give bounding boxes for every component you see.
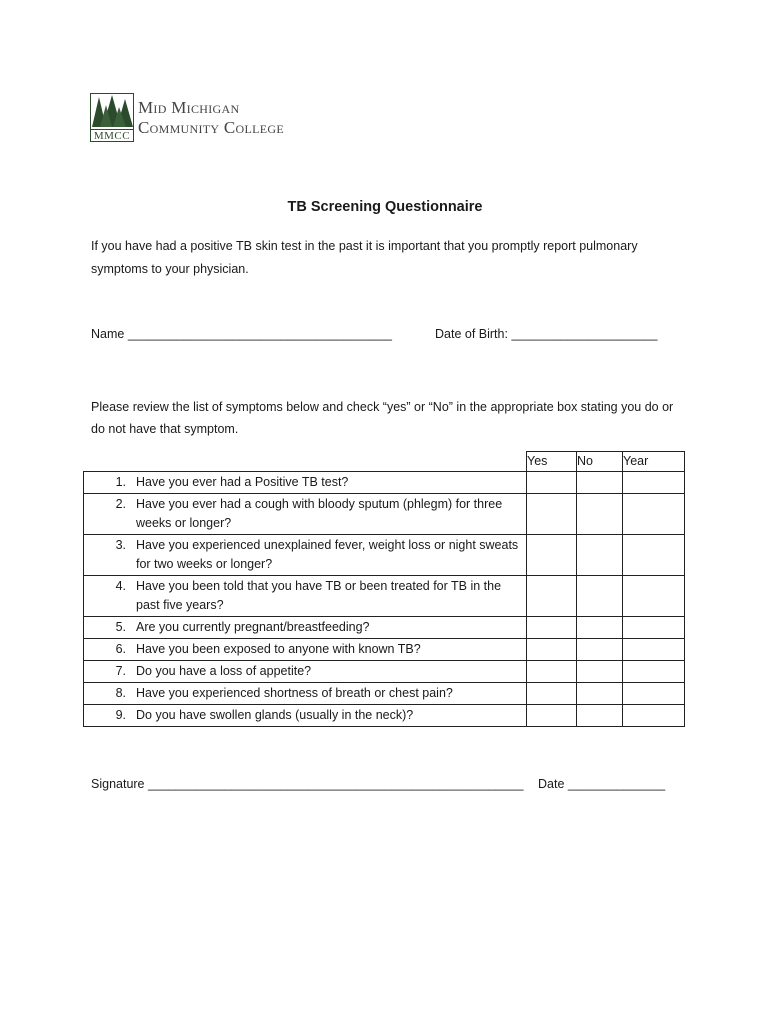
no-checkbox-cell[interactable] bbox=[577, 494, 623, 535]
year-input-cell[interactable] bbox=[623, 494, 685, 535]
question-row bbox=[84, 661, 685, 683]
question-text: Have you ever had a cough with bloody sputum (phlegm) for three weeks or longer? bbox=[136, 497, 503, 530]
no-checkbox-cell[interactable] bbox=[577, 576, 623, 617]
college-logo bbox=[90, 93, 284, 143]
name-blank[interactable]: ______________________________________ bbox=[127, 327, 393, 341]
question-row bbox=[84, 494, 685, 535]
question-number: 1. bbox=[115, 475, 126, 489]
yes-checkbox-cell[interactable] bbox=[527, 617, 577, 639]
question-number: 2. bbox=[115, 497, 126, 511]
question-text: Have you experienced unexplained fever, weight loss or night sweats for two weeks or longer? bbox=[136, 538, 519, 571]
no-checkbox-cell[interactable] bbox=[577, 661, 623, 683]
question-row bbox=[84, 639, 685, 661]
question-number: 3. bbox=[115, 538, 126, 552]
question-number: 4. bbox=[115, 579, 126, 593]
yes-checkbox-cell[interactable] bbox=[527, 661, 577, 683]
question-number: 9. bbox=[115, 708, 126, 722]
question-number: 7. bbox=[115, 664, 126, 678]
name-field[interactable] bbox=[91, 327, 392, 341]
no-checkbox-cell[interactable] bbox=[577, 617, 623, 639]
yes-checkbox-cell[interactable] bbox=[527, 535, 577, 576]
question-row bbox=[84, 683, 685, 705]
questions-body bbox=[84, 472, 685, 727]
question-text: Do you have swollen glands (usually in the neck)? bbox=[136, 708, 414, 722]
question-number: 8. bbox=[115, 686, 126, 700]
signature-field[interactable] bbox=[91, 777, 523, 791]
date-blank[interactable]: ______________ bbox=[567, 777, 666, 791]
no-checkbox-cell[interactable] bbox=[577, 535, 623, 576]
question-number: 5. bbox=[115, 620, 126, 634]
signature-blank[interactable]: ______________________________________________________ bbox=[148, 777, 524, 791]
intro-paragraph: If you have had a positive TB skin test in the past it is important that you promptly report pulmonary symptoms to your physician. bbox=[91, 239, 638, 276]
question-cell bbox=[84, 617, 527, 639]
header-blank bbox=[84, 452, 527, 472]
yes-checkbox-cell[interactable] bbox=[527, 576, 577, 617]
question-cell bbox=[84, 705, 527, 727]
question-row bbox=[84, 576, 685, 617]
no-checkbox-cell[interactable] bbox=[577, 472, 623, 494]
question-text: Have you ever had a Positive TB test? bbox=[136, 475, 349, 489]
logo-line-2: Community College bbox=[138, 118, 285, 137]
pine-trees-emblem bbox=[90, 93, 134, 143]
no-checkbox-cell[interactable] bbox=[577, 683, 623, 705]
header-no: No bbox=[577, 452, 623, 472]
question-text: Have you experienced shortness of breath or chest pain? bbox=[136, 686, 453, 700]
question-cell bbox=[84, 494, 527, 535]
no-checkbox-cell[interactable] bbox=[577, 705, 623, 727]
question-cell bbox=[84, 535, 527, 576]
dob-blank[interactable]: _____________________ bbox=[511, 327, 658, 341]
question-number: 6. bbox=[115, 642, 126, 656]
question-row bbox=[84, 617, 685, 639]
symptoms-table bbox=[83, 451, 685, 727]
year-input-cell[interactable] bbox=[623, 683, 685, 705]
question-row bbox=[84, 535, 685, 576]
year-input-cell[interactable] bbox=[623, 661, 685, 683]
yes-checkbox-cell[interactable] bbox=[527, 683, 577, 705]
header-year: Year bbox=[623, 452, 685, 472]
date-field[interactable] bbox=[538, 777, 665, 791]
dob-field[interactable] bbox=[435, 327, 657, 341]
year-input-cell[interactable] bbox=[623, 472, 685, 494]
logo-abbreviation: MMCC bbox=[90, 129, 134, 142]
logo-wordmark bbox=[138, 98, 284, 138]
document-title: TB Screening Questionnaire bbox=[287, 199, 483, 215]
dob-label: Date of Birth: bbox=[435, 327, 508, 341]
question-text: Do you have a loss of appetite? bbox=[136, 664, 312, 678]
no-checkbox-cell[interactable] bbox=[577, 639, 623, 661]
yes-checkbox-cell[interactable] bbox=[527, 639, 577, 661]
instructions-paragraph: Please review the list of symptoms below and check “yes” or “No” in the appropriate box stating you do or do not have that symptom. bbox=[91, 400, 674, 436]
year-input-cell[interactable] bbox=[623, 617, 685, 639]
header-yes: Yes bbox=[527, 452, 577, 472]
logo-line-1: Mid Michigan bbox=[138, 98, 240, 117]
question-cell bbox=[84, 639, 527, 661]
signature-label: Signature bbox=[91, 777, 145, 791]
question-cell bbox=[84, 472, 527, 494]
name-label: Name bbox=[91, 327, 125, 341]
question-cell bbox=[84, 661, 527, 683]
question-cell bbox=[84, 683, 527, 705]
question-text: Have you been told that you have TB or been treated for TB in the past five years? bbox=[136, 579, 502, 612]
table-header-row bbox=[84, 452, 685, 472]
yes-checkbox-cell[interactable] bbox=[527, 705, 577, 727]
year-input-cell[interactable] bbox=[623, 639, 685, 661]
question-row bbox=[84, 705, 685, 727]
yes-checkbox-cell[interactable] bbox=[527, 472, 577, 494]
year-input-cell[interactable] bbox=[623, 576, 685, 617]
yes-checkbox-cell[interactable] bbox=[527, 494, 577, 535]
question-cell bbox=[84, 576, 527, 617]
question-row bbox=[84, 472, 685, 494]
year-input-cell[interactable] bbox=[623, 535, 685, 576]
question-text: Are you currently pregnant/breastfeeding? bbox=[136, 620, 370, 634]
date-label: Date bbox=[538, 777, 565, 791]
question-text: Have you been exposed to anyone with known TB? bbox=[136, 642, 421, 656]
year-input-cell[interactable] bbox=[623, 705, 685, 727]
